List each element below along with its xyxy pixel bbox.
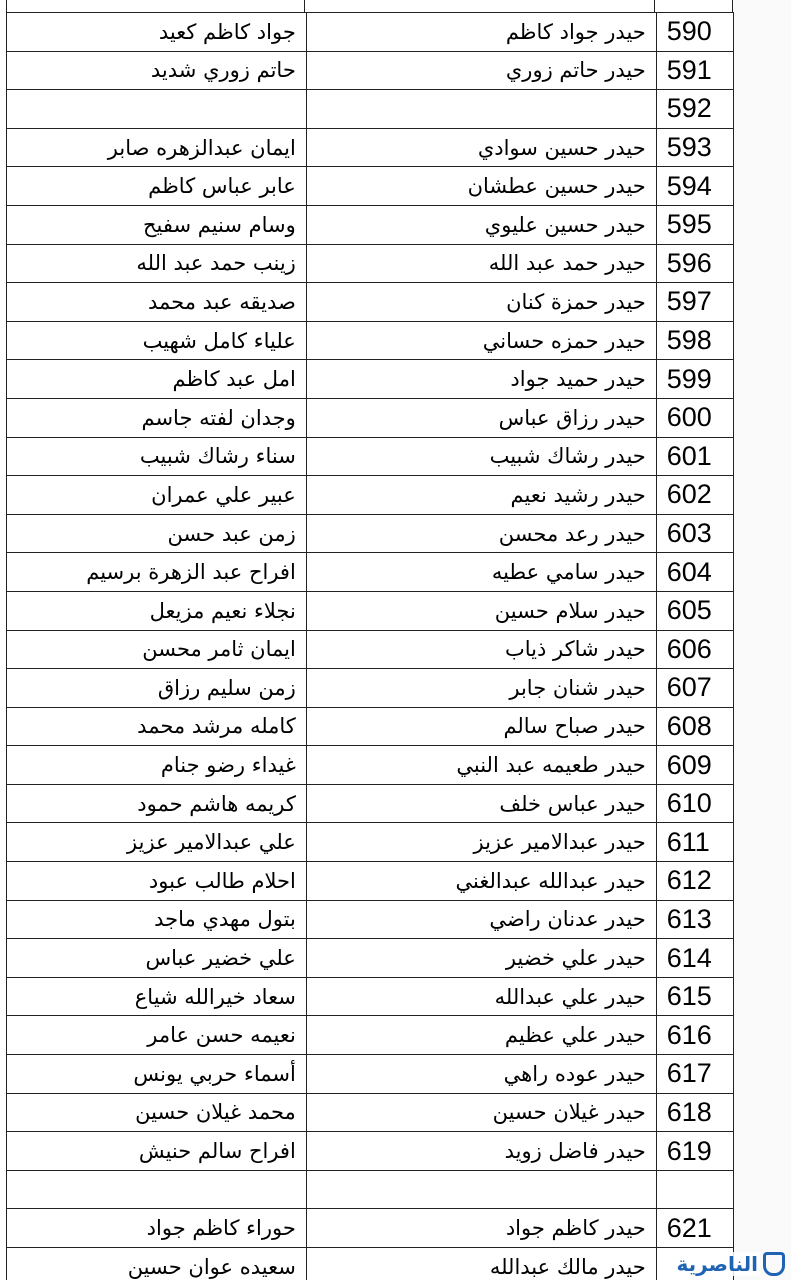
table-row [7,1055,734,1094]
spouse-cell: زينب حمد عبد الله [7,244,307,283]
number-cell: 606 [656,630,733,669]
name-cell: حيدر غيلان حسين [306,1093,656,1132]
number-cell: 611 [656,823,733,862]
spouse-cell: سعاد خيرالله شياع [7,977,307,1016]
name-cell: حيدر حميد جواد [306,360,656,399]
spouse-cell: علي خضير عباس [7,939,307,978]
number-cell: 591 [656,51,733,90]
number-cell: 621 [656,1209,733,1248]
table-row [7,205,734,244]
table-row [7,977,734,1016]
spouse-cell: نجلاء نعيم مزيعل [7,591,307,630]
spouse-cell: بتول مهدي ماجد [7,900,307,939]
table-row [7,437,734,476]
margin-strip [734,0,791,1280]
name-cell: حيدر طعيمه عبد النبي [306,746,656,785]
number-cell: 612 [656,862,733,901]
table-row [7,167,734,206]
spouse-cell: علياء كامل شهيب [7,321,307,360]
number-cell: 608 [656,707,733,746]
spouse-cell: احلام طالب عبود [7,862,307,901]
table-body [7,13,734,1280]
table-row [7,398,734,437]
number-cell: 616 [656,1016,733,1055]
table-row [7,553,734,592]
number-cell: 609 [656,746,733,785]
number-cell: 595 [656,205,733,244]
name-cell: حيدر رزاق عباس [306,398,656,437]
name-cell: حيدر حمزه حساني [306,321,656,360]
number-cell: 601 [656,437,733,476]
name-cell: حيدر حسين عطشان [306,167,656,206]
spouse-cell: سعيده عوان حسين [7,1248,307,1280]
spouse-cell: جواد كاظم كعيد [7,13,307,52]
spouse-cell: وسام سنيم سفيح [7,205,307,244]
number-cell: 596 [656,244,733,283]
spouse-cell: زمن عبد حسن [7,514,307,553]
spouse-cell: افراح عبد الزهرة برسيم [7,553,307,592]
table-row [7,1209,734,1248]
spouse-cell: افراح سالم حنيش [7,1132,307,1171]
number-cell: 593 [656,128,733,167]
table-row [7,90,734,129]
spouse-cell: غيداء رضو جنام [7,746,307,785]
table-row [7,1132,734,1171]
name-cell: حيدر سلام حسين [306,591,656,630]
number-cell: 604 [656,553,733,592]
number-cell [656,1170,733,1209]
table-row [7,591,734,630]
spouse-cell: صديقه عبد محمد [7,283,307,322]
number-cell: 598 [656,321,733,360]
number-cell: 599 [656,360,733,399]
name-cell: حيدر حمد عبد الله [306,244,656,283]
table-row [7,51,734,90]
name-cell: حيدر مالك عبدالله [306,1248,656,1280]
name-cell: حيدر علي عبدالله [306,977,656,1016]
spouse-cell: محمد غيلان حسين [7,1093,307,1132]
number-cell: 618 [656,1093,733,1132]
logo-icon [763,1252,785,1276]
number-cell: 610 [656,784,733,823]
table-row [7,321,734,360]
number-cell: 590 [656,13,733,52]
number-cell: 602 [656,476,733,515]
name-cell: حيدر حسين سوادي [306,128,656,167]
name-cell: حيدر كاظم جواد [306,1209,656,1248]
spouse-cell: زمن سليم رزاق [7,669,307,708]
table-row [7,707,734,746]
table-row [7,128,734,167]
table-row [7,669,734,708]
spouse-cell: حوراء كاظم جواد [7,1209,307,1248]
number-cell: 592 [656,90,733,129]
logo-text: الناصرية [676,1252,758,1276]
table-row [7,476,734,515]
name-cell: حيدر فاضل زويد [306,1132,656,1171]
spouse-cell: أسماء حربي يونس [7,1055,307,1094]
name-cell: حيدر عوده راهي [306,1055,656,1094]
name-cell: حيدر حاتم زوري [306,51,656,90]
name-cell: حيدر عباس خلف [306,784,656,823]
spouse-cell [7,1170,307,1209]
spouse-cell: وجدان لفته جاسم [7,398,307,437]
table-row [7,1248,734,1280]
name-cell: حيدر سامي عطيه [306,553,656,592]
watermark-logo [675,1252,785,1276]
table-row [7,360,734,399]
table-row [7,283,734,322]
name-cell: حيدر صباح سالم [306,707,656,746]
name-cell: حيدر شنان جابر [306,669,656,708]
number-cell: 605 [656,591,733,630]
name-cell: حيدر حسين عليوي [306,205,656,244]
name-cell: حيدر شاكر ذياب [306,630,656,669]
name-cell: حيدر عبدالامير عزيز [306,823,656,862]
name-cell: حيدر رشاك شبيب [306,437,656,476]
table-row [7,939,734,978]
table-row [7,784,734,823]
table-row [7,1093,734,1132]
table-row [7,514,734,553]
name-cell [306,1170,656,1209]
table-row [7,900,734,939]
table-row [7,1170,734,1209]
table-row [7,823,734,862]
name-cell: حيدر عدنان راضي [306,900,656,939]
table-row [7,746,734,785]
number-cell: 615 [656,977,733,1016]
name-cell: حيدر علي خضير [306,939,656,978]
table-row [7,244,734,283]
spouse-cell [7,90,307,129]
table-row [7,13,734,52]
name-cell: حيدر رشيد نعيم [306,476,656,515]
spouse-cell: علي عبدالامير عزيز [7,823,307,862]
table-row [7,630,734,669]
name-cell: حيدر جواد كاظم [306,13,656,52]
spouse-cell: امل عبد كاظم [7,360,307,399]
number-cell: 613 [656,900,733,939]
spouse-cell: عابر عباس كاظم [7,167,307,206]
name-cell: حيدر علي عظيم [306,1016,656,1055]
number-cell: 614 [656,939,733,978]
name-cell: حيدر رعد محسن [306,514,656,553]
spouse-cell: نعيمه حسن عامر [7,1016,307,1055]
spouse-cell: سناء رشاك شبيب [7,437,307,476]
number-cell: 617 [656,1055,733,1094]
table-row [7,1016,734,1055]
number-cell: 597 [656,283,733,322]
names-table [6,12,734,1280]
number-cell: 600 [656,398,733,437]
table-row [7,862,734,901]
spouse-cell: عبير علي عمران [7,476,307,515]
name-cell: حيدر عبدالله عبدالغني [306,862,656,901]
spouse-cell: كامله مرشد محمد [7,707,307,746]
name-cell: حيدر حمزة كنان [306,283,656,322]
number-cell: 619 [656,1132,733,1171]
spouse-cell: ايمان عبدالزهره صابر [7,128,307,167]
number-cell: 607 [656,669,733,708]
number-cell: 594 [656,167,733,206]
spouse-cell: كريمه هاشم حمود [7,784,307,823]
spouse-cell: ايمان ثامر محسن [7,630,307,669]
name-cell [306,90,656,129]
spouse-cell: حاتم زوري شديد [7,51,307,90]
number-cell: 603 [656,514,733,553]
